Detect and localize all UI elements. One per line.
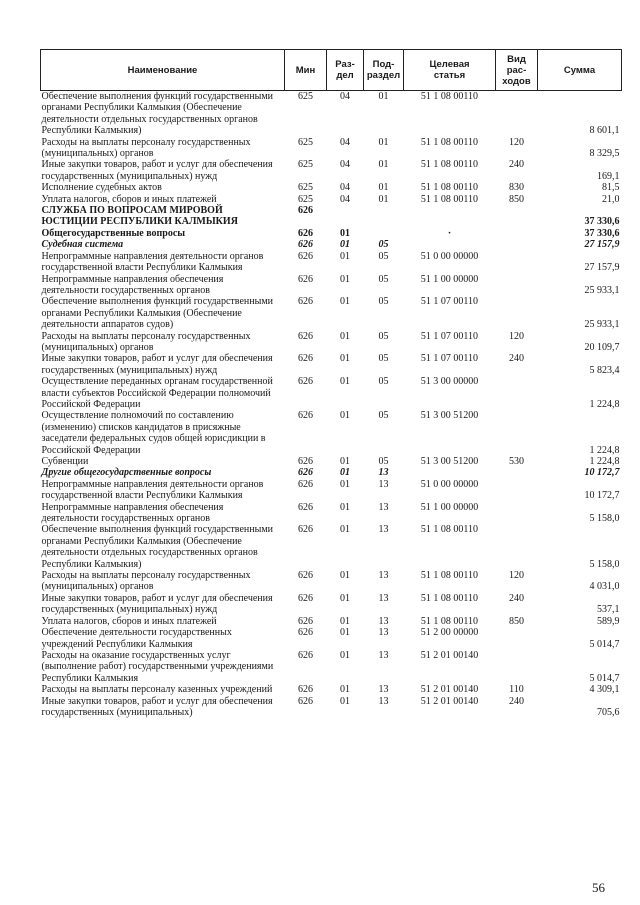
row-name: Общегосударственные вопросы	[41, 227, 186, 239]
row-podrazdel: 13	[378, 615, 389, 627]
header-vid-rashodov: Вид рас- ходов	[496, 50, 538, 91]
row-podrazdel: 01	[378, 159, 389, 171]
row-celevaya-statya: 51 1 08 00110	[420, 592, 479, 604]
row-name: Непрограммные направления обеспечения деятельности государственных органов	[41, 501, 224, 525]
row-name: СЛУЖБА ПО ВОПРОСАМ МИРОВОЙ ЮСТИЦИИ РЕСПУБЛИКИ КАЛМЫКИЯ	[41, 205, 238, 228]
budget-table	[40, 49, 622, 718]
row-vid-rashodov	[496, 410, 538, 456]
row-min: 626	[298, 296, 313, 308]
row-razdel: 01	[340, 410, 350, 422]
row-celevaya-statya: 51 2 01 00140	[420, 695, 479, 707]
row-min: 626	[298, 250, 313, 262]
table-row	[41, 593, 622, 616]
row-name: Осуществление полномочий по составлению (изменению) списков кандидатов в присяжные заседатели федеральных судов общей юрисдикции в Российской Федерации	[41, 410, 266, 456]
row-podrazdel: 13	[378, 501, 389, 513]
row-celevaya-statya	[404, 467, 496, 478]
row-summa: 169,1	[597, 170, 620, 182]
table-row	[41, 627, 622, 650]
table-row	[41, 524, 622, 570]
row-podrazdel: 13	[378, 695, 389, 707]
row-name: Непрограммные направления обеспечения деятельности государственных органов	[41, 273, 224, 296]
row-name: Расходы на выплаты персоналу государственных (муниципальных) органов	[41, 330, 251, 353]
row-vid-rashodov: 830	[509, 182, 524, 194]
row-name: Иные закупки товаров, работ и услуг для обеспечения государственных (муниципальных) нужд	[41, 353, 273, 376]
row-name: Иные закупки товаров, работ и услуг для обеспечения государственных (муниципальных) нужд	[41, 592, 273, 616]
row-summa: 37 330,6	[584, 216, 620, 228]
row-summa: 1 224,8	[589, 444, 620, 456]
row-summa: 4 309,1	[589, 684, 620, 696]
row-summa: 1 224,8	[589, 456, 620, 467]
row-podrazdel	[364, 228, 404, 239]
row-vid-rashodov: 850	[509, 193, 524, 205]
table-row	[41, 251, 622, 274]
row-vid-rashodov	[496, 376, 538, 410]
row-celevaya-statya: 51 2 01 00140	[420, 684, 479, 696]
row-celevaya-statya: 51 2 00 00000	[420, 627, 479, 639]
row-vid-rashodov	[496, 91, 538, 137]
table-row	[41, 331, 622, 354]
row-summa: 8 329,5	[589, 148, 620, 160]
table-row	[41, 205, 622, 228]
row-razdel: 01	[340, 330, 350, 342]
row-name: Непрограммные направления деятельности органов государственной власти Республики Калмыкия	[41, 478, 264, 502]
row-razdel: 01	[340, 296, 350, 308]
row-celevaya-statya: 51 1 08 00110	[420, 182, 479, 194]
row-min: 626	[298, 410, 313, 422]
row-min: 626	[298, 353, 313, 365]
row-razdel: 01	[340, 684, 350, 696]
row-podrazdel: 05	[378, 239, 389, 251]
row-podrazdel: 05	[378, 273, 389, 285]
row-podrazdel: 13	[378, 524, 389, 536]
table-row	[41, 467, 622, 478]
row-vid-rashodov: 120	[509, 136, 524, 148]
row-summa: 37 330,6	[584, 227, 620, 239]
row-summa: 5 158,0	[589, 513, 620, 525]
row-min: 626	[298, 456, 313, 467]
row-min: 626	[298, 330, 313, 342]
table-row	[41, 410, 622, 456]
row-razdel: 01	[340, 456, 350, 467]
row-vid-rashodov	[496, 627, 538, 650]
header-min: Мин	[285, 50, 327, 91]
row-podrazdel: 13	[378, 478, 389, 490]
row-razdel: 04	[340, 91, 350, 102]
row-razdel: 01	[340, 227, 350, 239]
row-vid-rashodov: 850	[509, 615, 524, 627]
row-name: Другие общегосударственные вопросы	[41, 467, 212, 479]
row-podrazdel: 05	[378, 376, 389, 388]
row-podrazdel: 05	[378, 296, 389, 308]
table-row	[41, 616, 622, 627]
row-razdel: 01	[340, 273, 350, 285]
row-name: Непрограммные направления деятельности органов государственной власти Республики Калмыкия	[41, 250, 264, 274]
table-row	[41, 194, 622, 205]
row-podrazdel	[364, 205, 404, 228]
row-razdel: 01	[340, 250, 350, 262]
row-summa: 1 224,8	[589, 398, 620, 410]
row-min: 625	[298, 193, 313, 205]
row-vid-rashodov	[496, 296, 538, 330]
row-celevaya-statya: 51 1 08 00110	[420, 615, 479, 627]
row-celevaya-statya: 51 1 08 00110	[420, 193, 479, 205]
row-name: Субвенции	[41, 456, 89, 467]
row-vid-rashodov: 120	[509, 570, 524, 582]
row-min: 626	[298, 205, 313, 217]
row-min: 626	[298, 684, 313, 696]
row-celevaya-statya: 51 1 08 00110	[420, 524, 479, 536]
table-row	[41, 502, 622, 525]
row-vid-rashodov	[496, 479, 538, 502]
row-min: 626	[298, 615, 313, 627]
header-name: Наименование	[41, 50, 285, 91]
row-razdel	[327, 205, 364, 228]
row-name: Обеспечение деятельности государственных учреждений Республики Калмыкия	[41, 627, 232, 650]
table-row	[41, 650, 622, 684]
row-razdel: 01	[340, 615, 350, 627]
row-celevaya-statya: 51 2 01 00140	[420, 649, 479, 661]
row-summa: 25 933,1	[584, 284, 620, 296]
row-podrazdel: 01	[378, 182, 389, 194]
row-celevaya-statya: 51 0 00 00000	[420, 250, 479, 262]
row-vid-rashodov: 530	[509, 456, 524, 467]
row-podrazdel: 01	[378, 91, 389, 102]
table-row	[41, 91, 622, 137]
row-min: 626	[298, 239, 313, 251]
row-razdel: 01	[340, 376, 350, 388]
row-vid-rashodov: 240	[509, 159, 524, 171]
row-name: Осуществление переданных органам государственной власти субъектов Российской Федерации полномочий Российской Федерации	[41, 376, 273, 410]
row-vid-rashodov	[496, 274, 538, 297]
row-razdel: 01	[340, 239, 350, 251]
row-min: 625	[298, 182, 313, 194]
row-razdel: 04	[340, 159, 350, 171]
row-min: 626	[298, 467, 313, 479]
row-celevaya-statya: 51 1 08 00110	[420, 136, 479, 148]
row-celevaya-statya: 51 3 00 51200	[420, 456, 479, 467]
row-min: 626	[298, 376, 313, 388]
row-podrazdel: 05	[378, 456, 389, 467]
row-podrazdel: 13	[378, 570, 389, 582]
row-name: Расходы на выплаты персоналу казенных учреждений	[41, 684, 273, 696]
header-celevaya-statya: Целевая статья	[404, 50, 496, 91]
row-name: Судебная система	[41, 239, 124, 251]
row-name: Уплата налогов, сборов и иных платежей	[41, 193, 217, 205]
row-min: 626	[298, 273, 313, 285]
row-name: Иные закупки товаров, работ и услуг для обеспечения государственных (муниципальных)	[41, 695, 273, 718]
row-min: 625	[298, 136, 313, 148]
row-razdel: 01	[340, 353, 350, 365]
row-name: Расходы на выплаты персоналу государственных (муниципальных) органов	[41, 570, 251, 593]
row-summa: 27 157,9	[584, 262, 620, 274]
header-summa: Сумма	[538, 50, 622, 91]
row-name: Обеспечение выполнения функций государственными органами Республики Калмыкия (Обеспечение деятельности аппаратов судов)	[41, 296, 274, 331]
row-min: 626	[298, 592, 313, 604]
row-vid-rashodov: 240	[509, 695, 524, 707]
row-podrazdel: 13	[378, 627, 389, 639]
row-name: Расходы на оказание государственных услуг (выполнение работ) государственными учреждениями Республики Калмыкия	[41, 649, 274, 684]
row-summa: 21,0	[602, 193, 620, 205]
row-vid-rashodov	[496, 650, 538, 684]
row-celevaya-statya: 51 1 00 00000	[420, 273, 479, 285]
row-min: 626	[298, 627, 313, 639]
row-vid-rashodov: 120	[509, 330, 524, 342]
header-podrazdel: Под- раздел	[364, 50, 404, 91]
row-podrazdel: 13	[378, 592, 389, 604]
row-vid-rashodov	[496, 205, 538, 228]
row-podrazdel: 13	[378, 467, 389, 479]
table-row	[41, 376, 622, 410]
row-min: 625	[298, 159, 313, 171]
row-vid-rashodov	[496, 467, 538, 478]
row-podrazdel: 01	[378, 136, 389, 148]
row-celevaya-statya: 51 1 08 00110	[420, 570, 479, 582]
row-razdel: 01	[340, 501, 350, 513]
row-celevaya-statya: ·	[447, 227, 452, 239]
row-summa: 8 601,1	[589, 125, 620, 137]
row-vid-rashodov: 110	[509, 684, 524, 696]
row-razdel: 01	[340, 570, 350, 582]
header-razdel: Раз- дел	[327, 50, 364, 91]
table-row	[41, 696, 622, 719]
table-row	[41, 274, 622, 297]
row-min: 626	[298, 501, 313, 513]
row-name: Исполнение судебных актов	[41, 182, 162, 194]
row-summa: 10 172,7	[584, 467, 620, 479]
row-celevaya-statya: 51 3 00 51200	[420, 410, 479, 422]
row-name: Обеспечение выполнения функций государственными органами Республики Калмыкия (Обеспечение деятельности отдельных государственных органов Республики Калмыкия)	[41, 524, 274, 570]
row-podrazdel: 05	[378, 250, 389, 262]
row-summa: 4 031,0	[589, 581, 620, 593]
row-min: 626	[298, 227, 313, 239]
row-summa: 589,9	[597, 615, 620, 627]
table-row	[41, 456, 622, 467]
page-number: 56	[592, 880, 605, 895]
row-celevaya-statya	[404, 205, 496, 228]
row-min: 626	[298, 524, 313, 536]
row-vid-rashodov	[496, 239, 538, 250]
row-vid-rashodov	[496, 524, 538, 570]
row-podrazdel: 13	[378, 649, 389, 661]
table-row	[41, 239, 622, 250]
row-razdel: 01	[340, 467, 350, 479]
row-vid-rashodov: 240	[509, 592, 524, 604]
row-summa: 20 109,7	[584, 341, 620, 353]
table-body	[41, 91, 622, 719]
row-name: Иные закупки товаров, работ и услуг для обеспечения государственных (муниципальных) нужд	[41, 159, 273, 182]
row-min: 626	[298, 570, 313, 582]
row-vid-rashodov: 240	[509, 353, 524, 365]
row-name: Расходы на выплаты персоналу государственных (муниципальных) органов	[41, 136, 251, 160]
row-razdel: 01	[340, 627, 350, 639]
row-celevaya-statya	[404, 239, 496, 250]
row-celevaya-statya: 51 1 08 00110	[420, 91, 479, 102]
row-celevaya-statya: 51 1 00 00000	[420, 501, 479, 513]
row-name: Уплата налогов, сборов и иных платежей	[41, 615, 217, 627]
row-summa: 5 158,0	[589, 558, 620, 570]
row-podrazdel: 13	[378, 684, 389, 696]
table-row	[41, 684, 622, 695]
table-row	[41, 137, 622, 160]
row-vid-rashodov	[496, 251, 538, 274]
row-podrazdel: 05	[378, 410, 389, 422]
row-razdel: 04	[340, 193, 350, 205]
row-celevaya-statya: 51 1 07 00110	[420, 296, 479, 308]
row-summa: 5 823,4	[589, 364, 620, 376]
row-summa: 25 933,1	[584, 319, 620, 331]
row-celevaya-statya: 51 3 00 00000	[420, 376, 479, 388]
row-summa: 5 014,7	[589, 672, 620, 684]
table-row	[41, 296, 622, 330]
row-summa: 81,5	[602, 182, 620, 194]
row-summa: 537,1	[597, 604, 620, 616]
row-razdel: 04	[340, 136, 350, 148]
table-header-row	[41, 50, 622, 91]
row-min: 626	[298, 649, 313, 661]
row-name: Обеспечение выполнения функций государственными органами Республики Калмыкия (Обеспечение деятельности отдельных государственных органов Республики Калмыкия)	[41, 91, 274, 137]
row-celevaya-statya: 51 1 08 00110	[420, 159, 479, 171]
table-row	[41, 159, 622, 182]
row-podrazdel: 05	[378, 353, 389, 365]
row-celevaya-statya: 51 0 00 00000	[420, 478, 479, 490]
row-summa: 27 157,9	[584, 239, 620, 251]
table-row	[41, 479, 622, 502]
row-vid-rashodov	[496, 228, 538, 239]
row-razdel: 01	[340, 592, 350, 604]
row-razdel: 01	[340, 478, 350, 490]
row-summa: 705,6	[597, 706, 620, 718]
table-row	[41, 228, 622, 239]
row-vid-rashodov	[496, 502, 538, 525]
row-razdel: 04	[340, 182, 350, 194]
row-summa: 5 014,7	[589, 638, 620, 650]
table-row	[41, 182, 622, 193]
table-row	[41, 570, 622, 593]
row-razdel: 01	[340, 695, 350, 707]
row-podrazdel: 01	[378, 193, 389, 205]
row-min: 625	[298, 91, 313, 102]
row-celevaya-statya: 51 1 07 00110	[420, 330, 479, 342]
row-summa: 10 172,7	[584, 490, 620, 502]
row-razdel: 01	[340, 649, 350, 661]
row-min: 626	[298, 478, 313, 490]
row-razdel: 01	[340, 524, 350, 536]
row-min: 626	[298, 695, 313, 707]
row-celevaya-statya: 51 1 07 00110	[420, 353, 479, 365]
table-row	[41, 353, 622, 376]
row-podrazdel: 05	[378, 330, 389, 342]
